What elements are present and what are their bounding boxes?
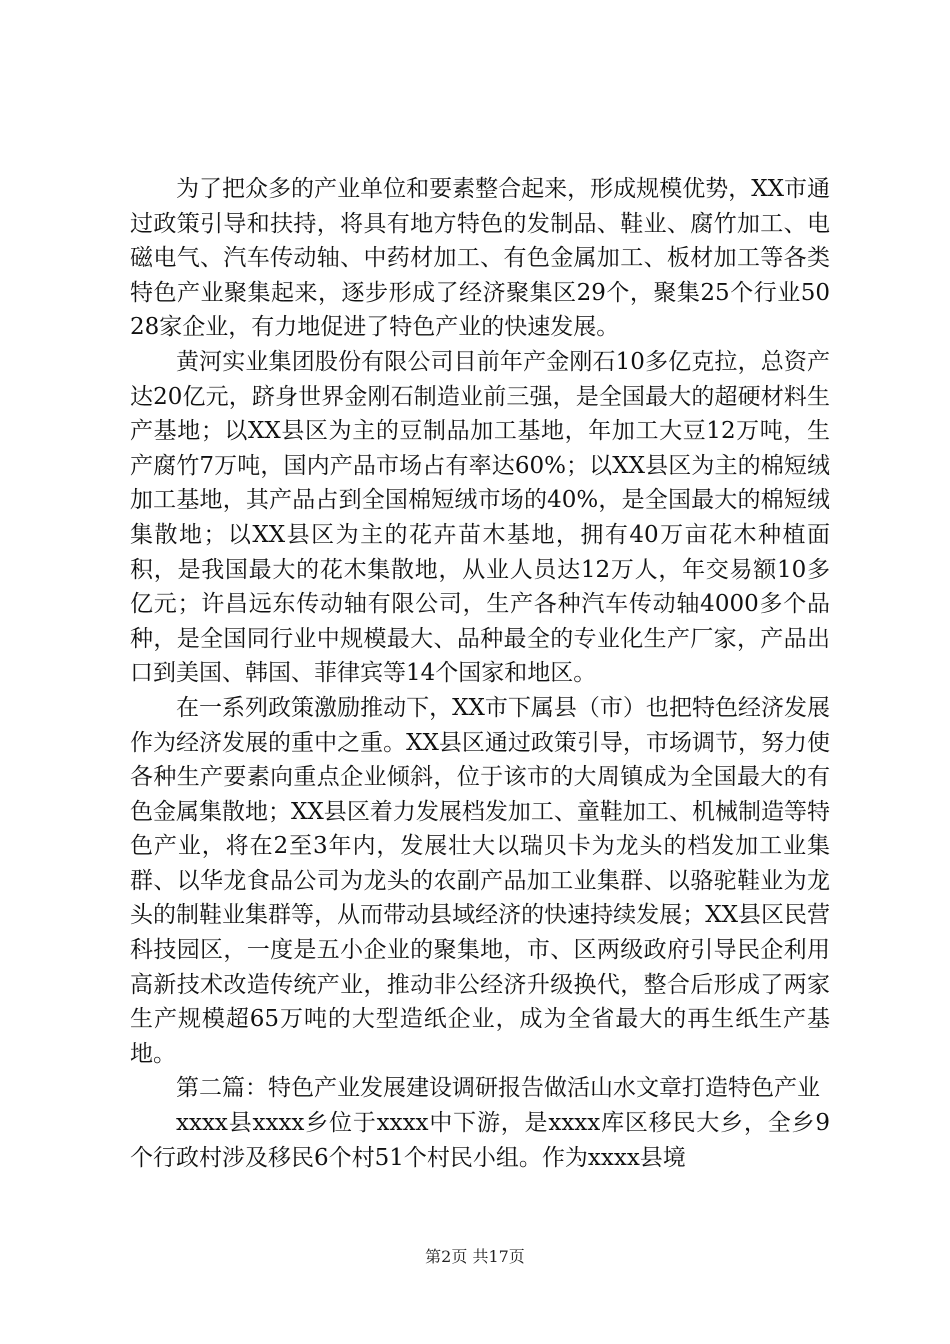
page-footer: 第2页 共17页 — [425, 1247, 525, 1266]
document-body — [130, 172, 830, 1175]
paragraph-2: 黄河实业集团股份有限公司目前年产金刚石10多亿克拉，总资产达20亿元，跻身世界金刚石制造业前三强，是全国最大的超硬材料生产基地；以XX县区为主的豆制品加工基地，年加工大豆12万吨，生产腐竹7万吨，国内产品市场占有率达60%；以XX县区为主的棉短绒加工基地，其产品占到全国棉短绒市场的40%，是全国最大的棉短绒集散地；以XX县区为主的花卉苗木基地，拥有40万亩花木种植面积，是我国最大的花木集散地，从业人员达12万人，年交易额10多亿元；许昌远东传动轴有限公司，生产各种汽车传动轴4000多个品种，是全国同行业中规模最大、品种最全的专业化生产厂家，产品出口到美国、韩国、菲律宾等14个国家和地区。 — [130, 348, 830, 687]
paragraph-1: 为了把众多的产业单位和要素整合起来，形成规模优势，XX市通过政策引导和扶持，将具有地方特色的发制品、鞋业、腐竹加工、电磁电气、汽车传动轴、中药材加工、有色金属加工、板材加工等各类特色产业聚集起来，逐步形成了经济聚集区29个，聚集25个行业5028家企业，有力地促进了特色产业的快速发展。 — [130, 176, 830, 341]
section-heading: 第二篇：特色产业发展建设调研报告做活山水文章打造特色产业 — [176, 1075, 820, 1102]
paragraph-3: 在一系列政策激励推动下，XX市下属县（市）也把特色经济发展作为经济发展的重中之重。XX县区通过政策引导，市场调节，努力使各种生产要素向重点企业倾斜，位于该市的大周镇成为全国最大的有色金属集散地；XX县区着力发展档发加工、童鞋加工、机械制造等特色产业，将在2至3年内，发展壮大以瑞贝卡为龙头的档发加工业集群、以华龙食品公司为龙头的农副产品加工业集群、以骆驼鞋业为龙头的制鞋业集群等，从而带动县域经济的快速持续发展；XX县区民营科技园区，一度是五小企业的聚集地，市、区两级政府引导民企利用高新技术改造传统产业，推动非公经济升级换代，整合后形成了两家生产规模超65万吨的大型造纸企业，成为全省最大的再生纸生产基地。 — [130, 694, 830, 1067]
paragraph-5: xxxx县xxxx乡位于xxxx中下游，是xxxx库区移民大乡，全乡9个行政村涉及移民6个村51个村民小组。作为xxxx县境 — [130, 1110, 830, 1171]
